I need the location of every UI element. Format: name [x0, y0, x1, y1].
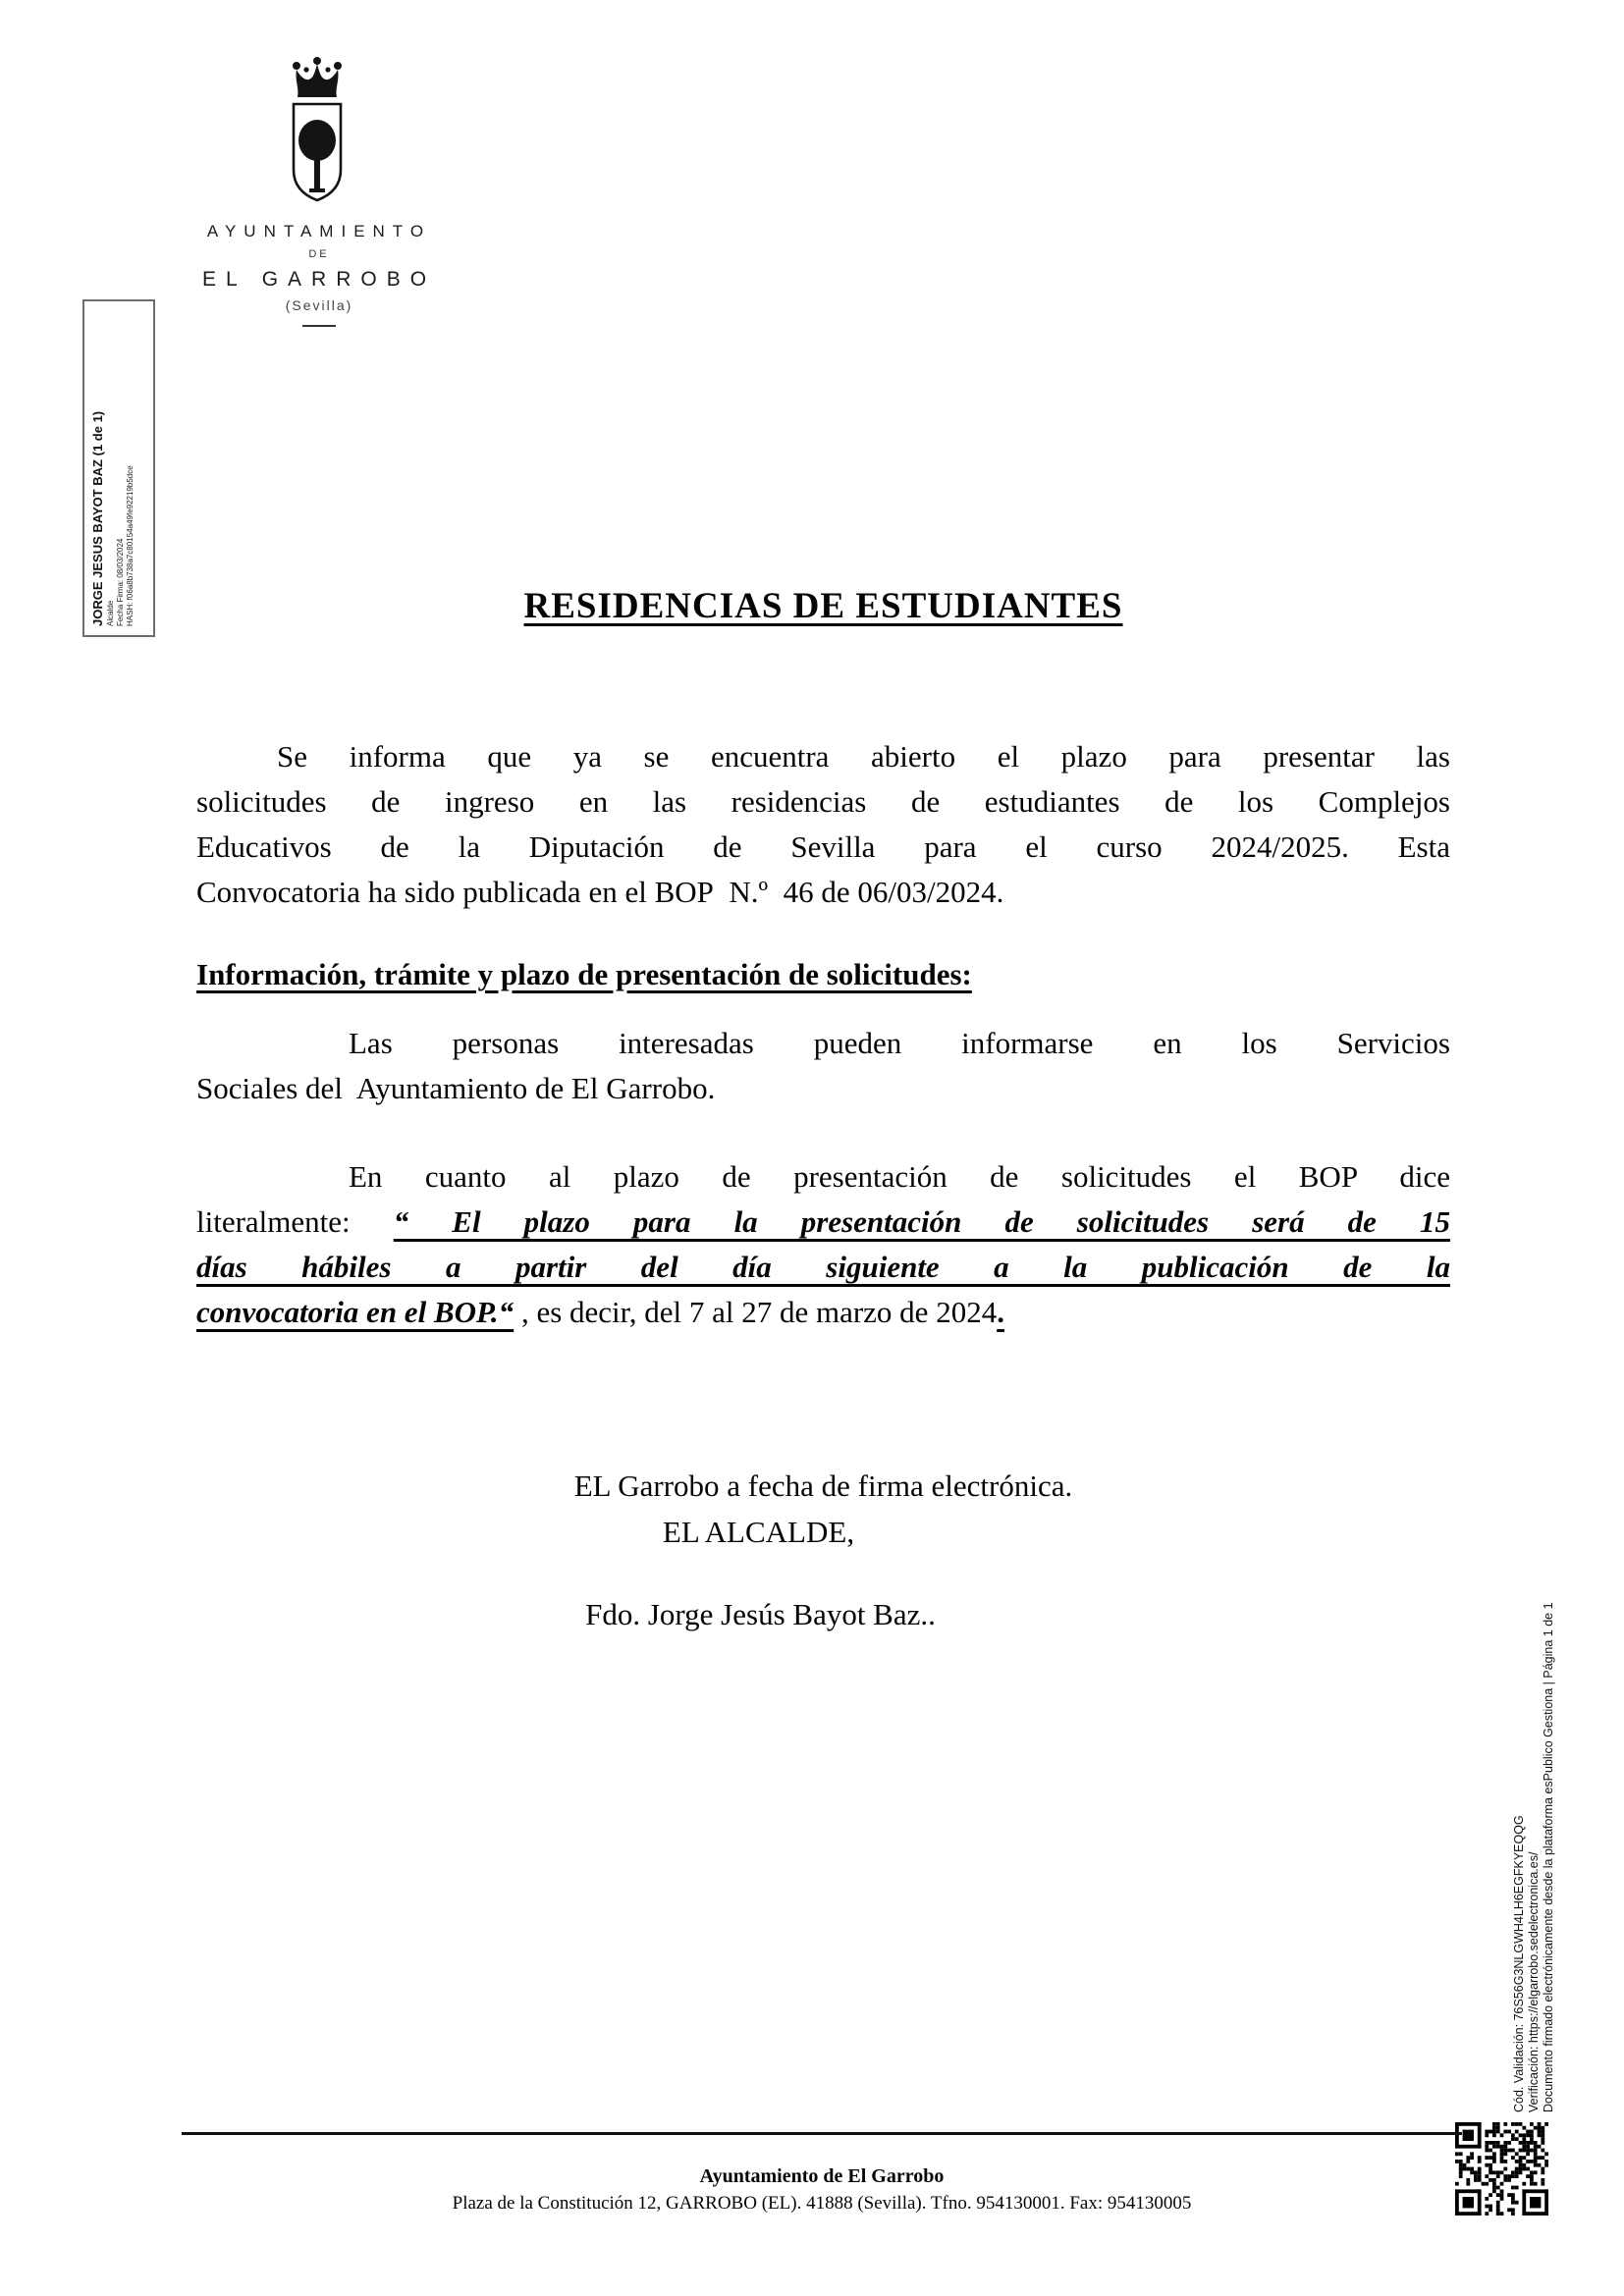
- verification-url: Verificación: https://elgarrobo.sedelectronica.es/: [1527, 1851, 1541, 2112]
- platform-note: Documento firmado electrónicamente desde la plataforma esPublico Gestiona | Página 1 de 1: [1542, 1602, 1555, 2112]
- coat-of-arms-icon: [285, 55, 350, 217]
- closing-place-line: EL Garrobo a fecha de firma electrónica.: [573, 1468, 1073, 1503]
- stamp-signer-name: JORGE JESUS BAYOT BAZ (1 de 1): [90, 410, 105, 626]
- footer-org-name: Ayuntamiento de El Garrobo: [699, 2165, 945, 2187]
- paragraph-line: solicitudes de ingreso en las residencias de estudiantes de los Complejos: [196, 784, 1450, 819]
- underlined-period: .: [997, 1295, 1004, 1329]
- footer-divider: [182, 2132, 1462, 2135]
- paragraph-line: En cuanto al plazo de presentación de solicitudes el BOP dice: [349, 1159, 1450, 1194]
- paragraph-info: [196, 1021, 1450, 1111]
- signature-line: Fdo. Jorge Jesús Bayot Baz..: [585, 1597, 936, 1631]
- paragraph-line: [196, 1290, 1450, 1335]
- org-de: DE: [308, 248, 330, 260]
- bop-quote-text: “ El plazo para la presentación de solicitudes será de 15: [393, 1204, 1451, 1239]
- stamp-signer-role: Alcalde: [106, 600, 115, 626]
- closing-block: [196, 1463, 1450, 1555]
- org-city: EL GARROBO: [201, 268, 437, 291]
- validation-code: Cód. Validación: 76S56G3NLGWH4LH6EGFKYEQQG: [1512, 1815, 1526, 2112]
- paragraph-line: Educativos de la Diputación de Sevilla para el curso 2024/2025. Esta: [196, 829, 1450, 864]
- validation-sidebar: [1512, 1381, 1557, 2112]
- org-name: AYUNTAMIENTO: [206, 222, 432, 240]
- bop-quote-text: convocatoria en el BOP.“: [196, 1295, 514, 1329]
- paragraph-line: Las personas interesadas pueden informarse en los Servicios: [349, 1026, 1450, 1060]
- paragraph-line: Sociales del Ayuntamiento de El Garrobo.: [196, 1071, 716, 1105]
- bop-quote-text: días hábiles a partir del día siguiente a la publicación de la: [196, 1250, 1450, 1284]
- paragraph-line: Convocatoria ha sido publicada en el BOP N.º 46 de 06/03/2024.: [196, 875, 1004, 909]
- section-heading-info: Información, trámite y plazo de presentación de solicitudes:: [196, 957, 972, 991]
- closing-role-line: EL ALCALDE,: [662, 1515, 855, 1549]
- paragraph-intro: [196, 734, 1450, 915]
- header-org-block: [142, 222, 496, 327]
- document-title: RESIDENCIAS DE ESTUDIANTES: [523, 586, 1123, 626]
- signature-stamp-text: [90, 310, 139, 626]
- stamp-signature-date: Fecha Firma: 08/03/2024: [116, 538, 125, 626]
- stamp-hash: HASH: f06a8b738a7c80154a49fe92219b5dce: [126, 465, 135, 626]
- header-divider: [302, 325, 336, 327]
- paragraph-line: [196, 1200, 1450, 1245]
- org-province: (Sevilla): [285, 297, 353, 313]
- paragraph-deadline: [196, 1154, 1450, 1335]
- plain-text: , es decir, del 7 al 27 de marzo de 2024: [514, 1295, 998, 1329]
- paragraph-line: [196, 1245, 1450, 1290]
- plain-text: literalmente:: [196, 1204, 394, 1239]
- qr-code-image: [1455, 2122, 1548, 2216]
- paragraph-line: Se informa que ya se encuentra abierto el plazo para presentar las: [277, 739, 1450, 774]
- footer-address: Plaza de la Constitución 12, GARROBO (EL). 41888 (Sevilla). Tfno. 954130001. Fax: 954130005: [452, 2193, 1192, 2214]
